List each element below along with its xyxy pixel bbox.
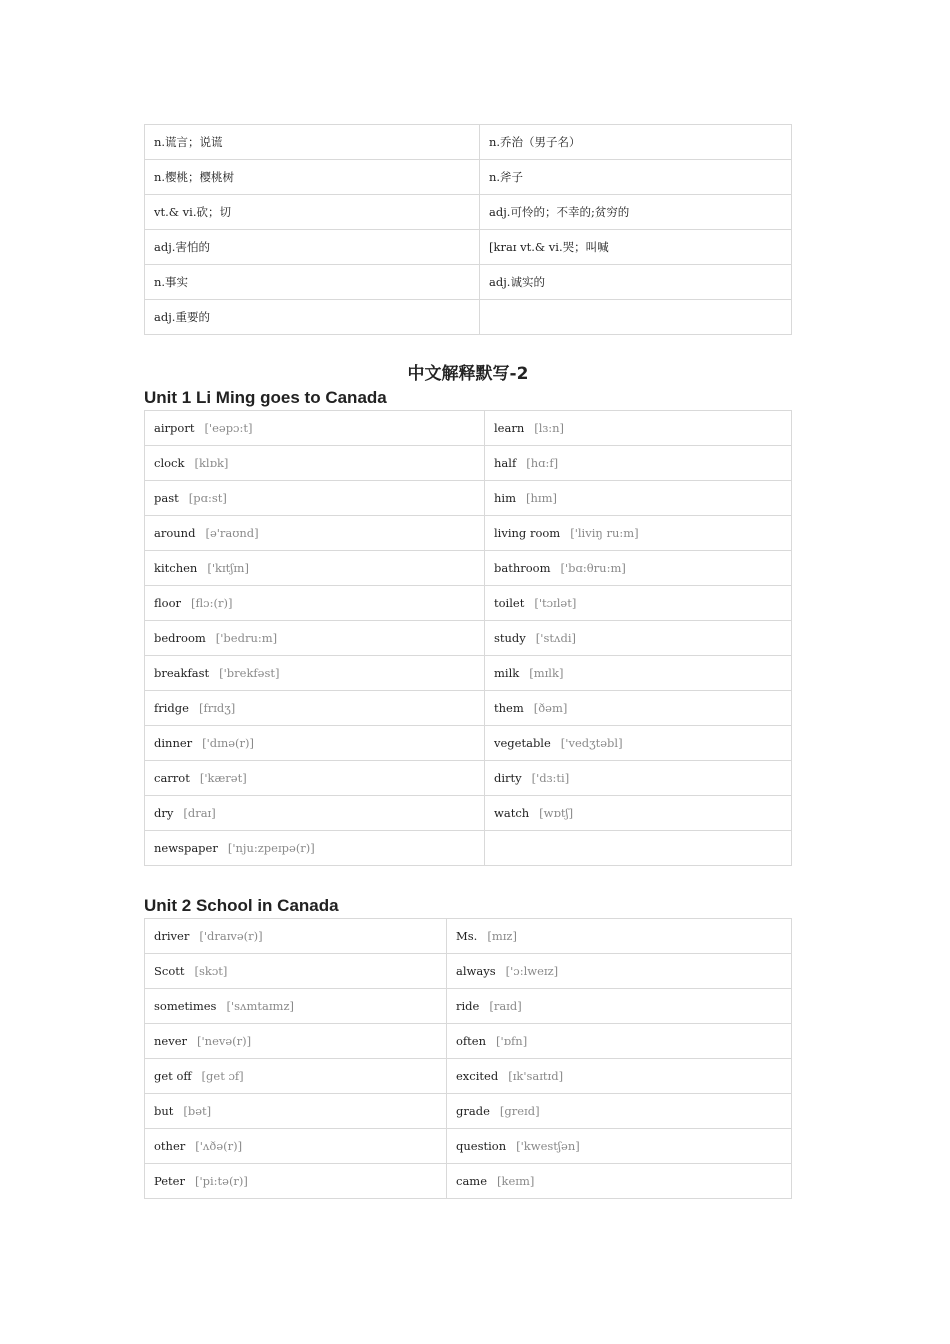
table-row (145, 265, 792, 300)
vocab-word: him (494, 491, 516, 505)
vocab-word: carrot (154, 771, 190, 785)
table-row (145, 160, 792, 195)
vocab-cell (145, 1129, 447, 1164)
definition-cell: n.樱桃；樱桃树 (145, 160, 480, 195)
vocab-cell (145, 621, 485, 656)
table-row (145, 1024, 792, 1059)
table-row (145, 989, 792, 1024)
vocab-phonetic: [greɪd] (499, 1104, 540, 1118)
vocab-cell (145, 796, 485, 831)
vocab-cell (447, 919, 792, 954)
definition-cell: n.乔治（男子名） (480, 125, 792, 160)
vocab-phonetic: [ɪk'saɪtɪd] (508, 1069, 564, 1083)
table-row (145, 300, 792, 335)
vocab-cell (485, 516, 792, 551)
vocab-cell (485, 691, 792, 726)
vocab-word: fridge (154, 701, 189, 715)
table-row (145, 954, 792, 989)
definition-cell: adj.害怕的 (145, 230, 480, 265)
vocab-cell (145, 954, 447, 989)
vocab-cell (485, 481, 792, 516)
vocab-phonetic: ['bedru:m] (215, 631, 278, 645)
vocab-word: often (456, 1034, 487, 1048)
vocab-word: came (456, 1174, 488, 1188)
vocab-cell (447, 989, 792, 1024)
table-row (145, 446, 792, 481)
vocab-phonetic: [raɪd] (489, 999, 522, 1013)
vocab-cell (145, 1024, 447, 1059)
vocab-word: toilet (494, 596, 525, 610)
vocab-phonetic: [klɒk] (194, 456, 229, 470)
definition-cell: adj.诚实的 (480, 265, 792, 300)
table-row (145, 1129, 792, 1164)
vocab-cell (145, 411, 485, 446)
vocab-phonetic: [ðəm] (533, 701, 568, 715)
definition-cell: n.斧子 (480, 160, 792, 195)
table-row (145, 1164, 792, 1199)
vocab-phonetic: [get ɔf] (201, 1069, 244, 1083)
table-row (145, 1094, 792, 1129)
vocab-word: clock (154, 456, 185, 470)
vocab-phonetic: [hɪm] (526, 491, 557, 505)
vocab-word: but (154, 1104, 174, 1118)
vocab-phonetic: ['kɪtʃɪn] (207, 561, 249, 575)
vocab-word: dry (154, 806, 174, 820)
vocab-cell (145, 656, 485, 691)
document-page (144, 124, 792, 1199)
vocab-cell (447, 1059, 792, 1094)
vocab-phonetic: ['dɜ:ti] (531, 771, 570, 785)
vocab-cell (485, 796, 792, 831)
definition-cell: vt.& vi.砍；切 (145, 195, 480, 230)
vocab-word: newspaper (154, 841, 218, 855)
vocab-phonetic: ['dɪnə(r)] (202, 736, 255, 750)
vocab-cell (145, 919, 447, 954)
vocab-word: never (154, 1034, 188, 1048)
vocab-word: excited (456, 1069, 499, 1083)
vocab-cell (145, 1094, 447, 1129)
vocab-phonetic: [wɒtʃ] (539, 806, 574, 820)
vocab-cell (485, 411, 792, 446)
vocab-word: breakfast (154, 666, 210, 680)
chinese-meaning-table (144, 124, 792, 335)
vocab-cell (485, 761, 792, 796)
vocab-phonetic: ['stʌdi] (535, 631, 576, 645)
table-row (145, 691, 792, 726)
vocab-phonetic: [flɔ:(r)] (191, 596, 233, 610)
vocab-cell (145, 481, 485, 516)
definition-cell: n.事实 (145, 265, 480, 300)
vocab-word: vegetable (494, 736, 551, 750)
vocab-phonetic: [keɪm] (497, 1174, 535, 1188)
vocab-phonetic: ['nju:zpeɪpə(r)] (227, 841, 315, 855)
definition-cell: adj.重要的 (145, 300, 480, 335)
vocab-word: bathroom (494, 561, 551, 575)
table-row (145, 726, 792, 761)
vocab-word: driver (154, 929, 190, 943)
vocab-word: Scott (154, 964, 185, 978)
table-row (145, 656, 792, 691)
unit1-vocab-table (144, 410, 792, 866)
vocab-word: ride (456, 999, 480, 1013)
table-row (145, 516, 792, 551)
table-row (145, 586, 792, 621)
vocab-cell (145, 989, 447, 1024)
vocab-cell (145, 831, 485, 866)
vocab-cell (485, 831, 792, 866)
vocab-word: floor (154, 596, 182, 610)
vocab-phonetic: ['ʌðə(r)] (195, 1139, 243, 1153)
unit1-title: Unit 1 Li Ming goes to Canada (144, 388, 387, 407)
vocab-cell (485, 621, 792, 656)
vocab-phonetic: [hɑ:f] (526, 456, 559, 470)
vocab-phonetic: ['vedʒtəbl] (560, 736, 623, 750)
vocab-word: Peter (154, 1174, 185, 1188)
vocab-phonetic: ['eəpɔ:t] (204, 421, 253, 435)
definition-cell: n.谎言；说谎 (145, 125, 480, 160)
vocab-phonetic: [mɪlk] (529, 666, 564, 680)
table-row (145, 411, 792, 446)
vocab-word: watch (494, 806, 530, 820)
vocab-word: around (154, 526, 196, 540)
table-row (145, 125, 792, 160)
vocab-cell (447, 1129, 792, 1164)
vocab-word: study (494, 631, 526, 645)
table-row (145, 919, 792, 954)
vocab-phonetic: ['tɔɪlət] (534, 596, 577, 610)
vocab-phonetic: ['pi:tə(r)] (194, 1174, 248, 1188)
vocab-word: grade (456, 1104, 490, 1118)
vocab-cell (145, 761, 485, 796)
vocab-word: kitchen (154, 561, 198, 575)
table-row (145, 551, 792, 586)
vocab-cell (485, 446, 792, 481)
vocab-word: dirty (494, 771, 522, 785)
vocab-word: them (494, 701, 524, 715)
vocab-word: dinner (154, 736, 193, 750)
unit2-title: Unit 2 School in Canada (144, 896, 339, 915)
vocab-word: half (494, 456, 517, 470)
definition-cell (480, 300, 792, 335)
vocab-cell (447, 1024, 792, 1059)
vocab-cell (485, 551, 792, 586)
table-row (145, 195, 792, 230)
vocab-cell (145, 1059, 447, 1094)
table-row (145, 481, 792, 516)
vocab-word: milk (494, 666, 520, 680)
vocab-word: bedroom (154, 631, 206, 645)
vocab-word: other (154, 1139, 186, 1153)
vocab-phonetic: ['kwestʃən] (516, 1139, 580, 1153)
vocab-cell (145, 551, 485, 586)
table-row (145, 621, 792, 656)
vocab-cell (145, 586, 485, 621)
table-row (145, 230, 792, 265)
definition-cell: [kraɪ vt.& vi.哭；叫喊 (480, 230, 792, 265)
vocab-cell (145, 691, 485, 726)
table-row (145, 761, 792, 796)
vocab-word: sometimes (154, 999, 217, 1013)
vocab-phonetic: ['kærət] (199, 771, 247, 785)
vocab-cell (485, 726, 792, 761)
table-row (145, 831, 792, 866)
vocab-word: learn (494, 421, 525, 435)
vocab-cell (447, 1164, 792, 1199)
vocab-word: always (456, 964, 496, 978)
vocab-cell (485, 586, 792, 621)
vocab-cell (145, 516, 485, 551)
vocab-word: question (456, 1139, 507, 1153)
vocab-phonetic: ['ɔ:lweɪz] (505, 964, 559, 978)
vocab-phonetic: ['nevə(r)] (197, 1034, 252, 1048)
table-row (145, 796, 792, 831)
vocab-phonetic: ['draɪvə(r)] (199, 929, 263, 943)
table-row (145, 1059, 792, 1094)
vocab-word: Ms. (456, 929, 478, 943)
vocab-word: living room (494, 526, 561, 540)
vocab-phonetic: [mɪz] (487, 929, 517, 943)
vocab-cell (485, 656, 792, 691)
vocab-phonetic: [frɪdʒ] (198, 701, 236, 715)
vocab-phonetic: [skɔt] (194, 964, 228, 978)
unit2-vocab-table (144, 918, 792, 1199)
definition-cell: adj.可怜的；不幸的;贫穷的 (480, 195, 792, 230)
vocab-cell (145, 726, 485, 761)
vocab-phonetic: ['ɒfn] (496, 1034, 528, 1048)
vocab-phonetic: [ə'raʊnd] (205, 526, 259, 540)
vocab-cell (145, 1164, 447, 1199)
vocab-cell (447, 954, 792, 989)
vocab-cell (145, 446, 485, 481)
vocab-phonetic: ['sʌmtaɪmz] (226, 999, 295, 1013)
vocab-phonetic: ['bɑ:θru:m] (560, 561, 626, 575)
vocab-phonetic: [lɜ:n] (534, 421, 565, 435)
vocab-word: get off (154, 1069, 192, 1083)
vocab-phonetic: [pɑ:st] (188, 491, 227, 505)
vocab-phonetic: ['brekfəst] (219, 666, 280, 680)
vocab-cell (447, 1094, 792, 1129)
vocab-word: airport (154, 421, 195, 435)
vocab-phonetic: [draɪ] (183, 806, 216, 820)
vocab-phonetic: [bət] (183, 1104, 212, 1118)
vocab-phonetic: ['liviŋ ru:m] (570, 526, 639, 540)
vocab-word: past (154, 491, 179, 505)
section-title: 中文解释默写-2 (407, 364, 529, 384)
